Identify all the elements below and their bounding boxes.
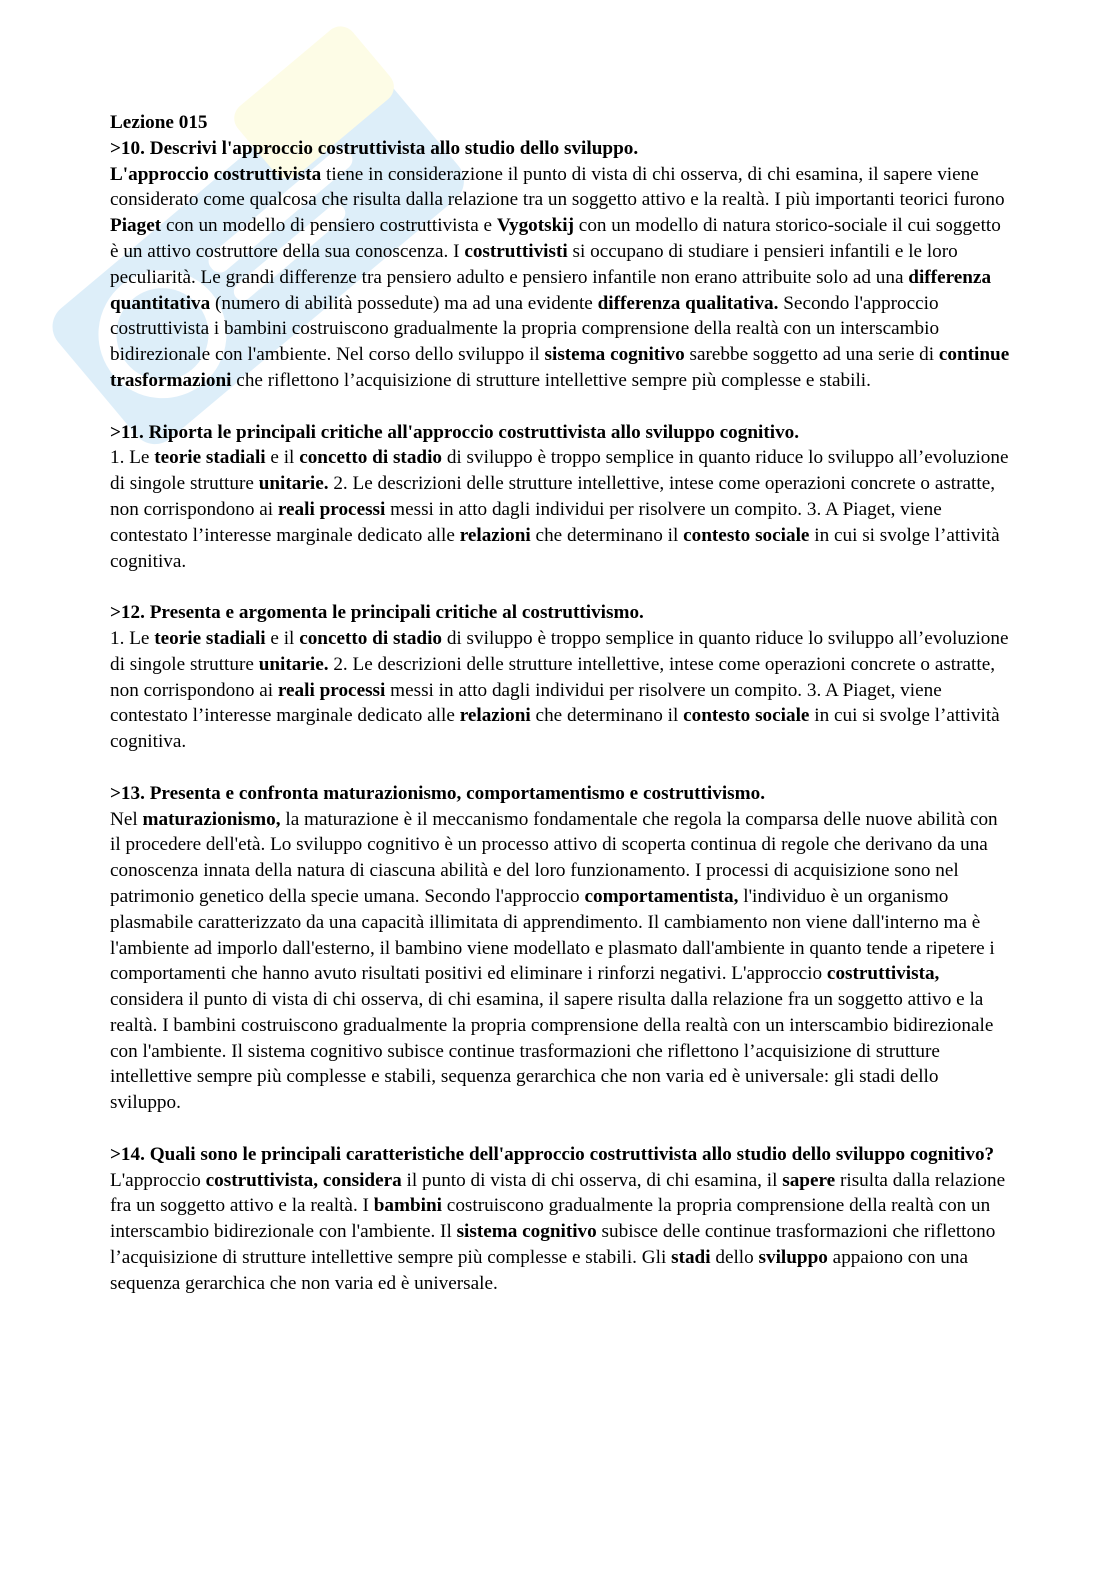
question-section (110, 420, 1010, 575)
text-run: in cui si svolge l’attività cognitiva. (110, 705, 1000, 753)
bold-term: unitarie. (258, 473, 329, 495)
document-page (110, 110, 1010, 1297)
bold-term: sapere (782, 1169, 836, 1191)
text-run: Secondo l'approccio costruttivista i bambini costruiscono gradualmente la propria comprensione della realtà con un interscambio bidirezionale con l'ambiente. Nel corso dello sviluppo il (110, 292, 940, 366)
bold-term: costruttivista, considera (205, 1169, 402, 1191)
bold-term: concetto di stadio (299, 447, 443, 469)
text-run: e il (265, 447, 300, 469)
answer-paragraph (110, 626, 1010, 755)
text-run: 2. Le descrizioni delle strutture intellettive, intese come operazioni concrete o astratte, non corrispondono ai (110, 653, 996, 701)
answer-paragraph (110, 162, 1010, 394)
text-run: che determinano il (530, 524, 684, 546)
text-run: risulta dalla relazione fra un soggetto attivo e la realtà. I (110, 1169, 1006, 1217)
bold-term: L'approccio costruttivista (110, 163, 322, 185)
question-heading: >10. Descrivi l'approccio costruttivista allo studio dello sviluppo. (110, 137, 639, 159)
bold-term: contesto sociale (683, 524, 810, 546)
bold-term: differenza qualitativa. (597, 292, 779, 314)
bold-term: sviluppo (758, 1247, 828, 1269)
text-run: che determinano il (530, 705, 684, 727)
text-run: messi in atto dagli individui per risolvere un compito. 3. A Piaget, viene contestato l’interesse marginale dedicato alle (110, 679, 942, 727)
section-spacer (110, 1116, 1010, 1142)
text-run: l'individuo è un organismo plasmabile caratterizzato da una capacità illimitata di apprendimento. Il cambiamento non viene dall'interno ma è l'ambiente ad imporlo dall'esterno, il bambino viene modellato e plasmato dall'ambiente in quanto tende a ripetere i comportamenti che hanno avuto risultati positivi ed eliminare i rinforzi negativi. L'approccio (110, 885, 995, 985)
text-run: subisce delle continue trasformazioni che riflettono l’acquisizione di strutture intellettive sempre più complesse e stabili. Gli (110, 1221, 996, 1269)
bold-term: costruttivisti (464, 240, 568, 262)
bold-term: concetto di stadio (299, 627, 443, 649)
section-spacer (110, 394, 1010, 420)
bold-term: sistema cognitivo (544, 344, 685, 366)
text-run: considera il punto di vista di chi osserva, di chi esamina, il sapere risulta dalla relazione fra un soggetto attivo e la realtà. I bambini costruiscono gradualmente la propria comprensione della realtà con un interscambio bidirezionale con l'ambiente. Il sistema cognitivo subisce continue trasformazioni che riflettono l’acquisizione di strutture intellettive sempre più complesse e stabili, sequenza gerarchica che non varia ed è universale: gli stadi dello sviluppo. (110, 989, 994, 1114)
question-heading: >14. Quali sono le principali caratteristiche dell'approccio costruttivista allo studio dello sviluppo cognitivo? (110, 1143, 995, 1165)
text-run: la maturazione è il meccanismo fondamentale che regola la comparsa delle nuove abilità con il procedere dell'età. Lo sviluppo cognitivo è un processo attivo di scoperta continua di regole che derivano da una conoscenza innata della natura di ciascuna abilità e del loro funzionamento. I processi di acquisizione sono nel patrimonio genetico della specie umana. Secondo l'approccio (110, 808, 998, 907)
question-heading: >11. Riporta le principali critiche all'approccio costruttivista allo sviluppo cognitivo. (110, 421, 800, 443)
text-run: messi in atto dagli individui per risolvere un compito. 3. A Piaget, viene contestato l’interesse marginale dedicato alle (110, 498, 942, 546)
text-run: costruiscono gradualmente la propria comprensione della realtà con un interscambio bidirezionale con l'ambiente. Il (110, 1195, 991, 1243)
bold-term: teorie stadiali (154, 447, 266, 469)
bold-term: reali processi (277, 679, 386, 701)
section-spacer (110, 574, 1010, 600)
text-run: di sviluppo è troppo semplice in quanto riduce lo sviluppo all’evoluzione di singole strutture (110, 627, 1009, 675)
section-spacer (110, 755, 1010, 781)
bold-term: Piaget (110, 215, 162, 237)
sections-container (110, 136, 1010, 1297)
text-run: 2. Le descrizioni delle strutture intellettive, intese come operazioni concrete o astratte, non corrispondono ai (110, 473, 996, 520)
bold-term: bambini (373, 1195, 442, 1217)
text-run: e il (265, 627, 300, 649)
question-section (110, 781, 1010, 1116)
question-heading: >12. Presenta e argomenta le principali critiche al costruttivismo. (110, 602, 644, 624)
bold-term: contesto sociale (683, 705, 810, 727)
text-run: appaiono con una sequenza gerarchica che non varia ed è universale. (110, 1247, 969, 1294)
answer-paragraph (110, 807, 1010, 1117)
text-run: dello (710, 1247, 759, 1269)
bold-term: relazioni (459, 524, 531, 546)
text-run: si occupano di studiare i pensieri infantili e le loro peculiarità. Le grandi differenze tra pensiero adulto e pensiero infantile non erano attribuite solo ad una (110, 240, 958, 288)
bold-term: stadi (671, 1247, 711, 1269)
question-section (110, 136, 1010, 394)
question-section (110, 1142, 1010, 1297)
text-run: 1. Le (110, 447, 155, 469)
answer-paragraph (110, 1168, 1010, 1297)
text-run: con un modello di pensiero costruttivista e (161, 215, 497, 237)
text-run: L'approccio (110, 1169, 206, 1191)
text-run: che riflettono l’acquisizione di strutture intellettive sempre più complesse e stabili. (231, 369, 871, 391)
text-run: tiene in considerazione il punto di vista di chi osserva, di chi esamina, il sapere viene considerato come qualcosa che risulta dalla relazione tra un soggetto attivo e la realtà. I più importanti teorici furono (110, 163, 1005, 211)
bold-term: maturazionismo, (142, 808, 281, 830)
text-run: il punto di vista di chi osserva, di chi esamina, il (401, 1169, 783, 1191)
answer-paragraph (110, 445, 1010, 574)
bold-term: relazioni (459, 705, 531, 727)
bold-term: unitarie. (258, 653, 329, 675)
text-run: in cui si svolge l’attività cognitiva. (110, 524, 1000, 572)
bold-term: teorie stadiali (154, 627, 266, 649)
bold-term: continue trasformazioni (110, 344, 1010, 391)
question-heading: >13. Presenta e confronta maturazionismo, comportamentismo e costruttivismo. (110, 782, 766, 804)
question-section (110, 600, 1010, 755)
text-run: (numero di abilità possedute) ma ad una evidente (210, 292, 598, 314)
bold-term: Vygotskij (496, 215, 574, 237)
bold-term: differenza quantitativa (110, 266, 992, 314)
text-run: con un modello di natura storico-sociale il cui soggetto è un attivo costruttore della sua conoscenza. I (110, 215, 1001, 262)
text-run: Nel (110, 808, 143, 830)
text-run: 1. Le (110, 627, 155, 649)
bold-term: reali processi (277, 498, 386, 520)
text-run: di sviluppo è troppo semplice in quanto riduce lo sviluppo all’evoluzione di singole strutture (110, 447, 1009, 495)
lesson-title: Lezione 015 (110, 112, 208, 133)
bold-term: sistema cognitivo (456, 1221, 597, 1243)
bold-term: costruttivista, (826, 963, 940, 985)
bold-term: comportamentista, (584, 885, 739, 907)
text-run: sarebbe soggetto ad una serie di (684, 344, 939, 366)
